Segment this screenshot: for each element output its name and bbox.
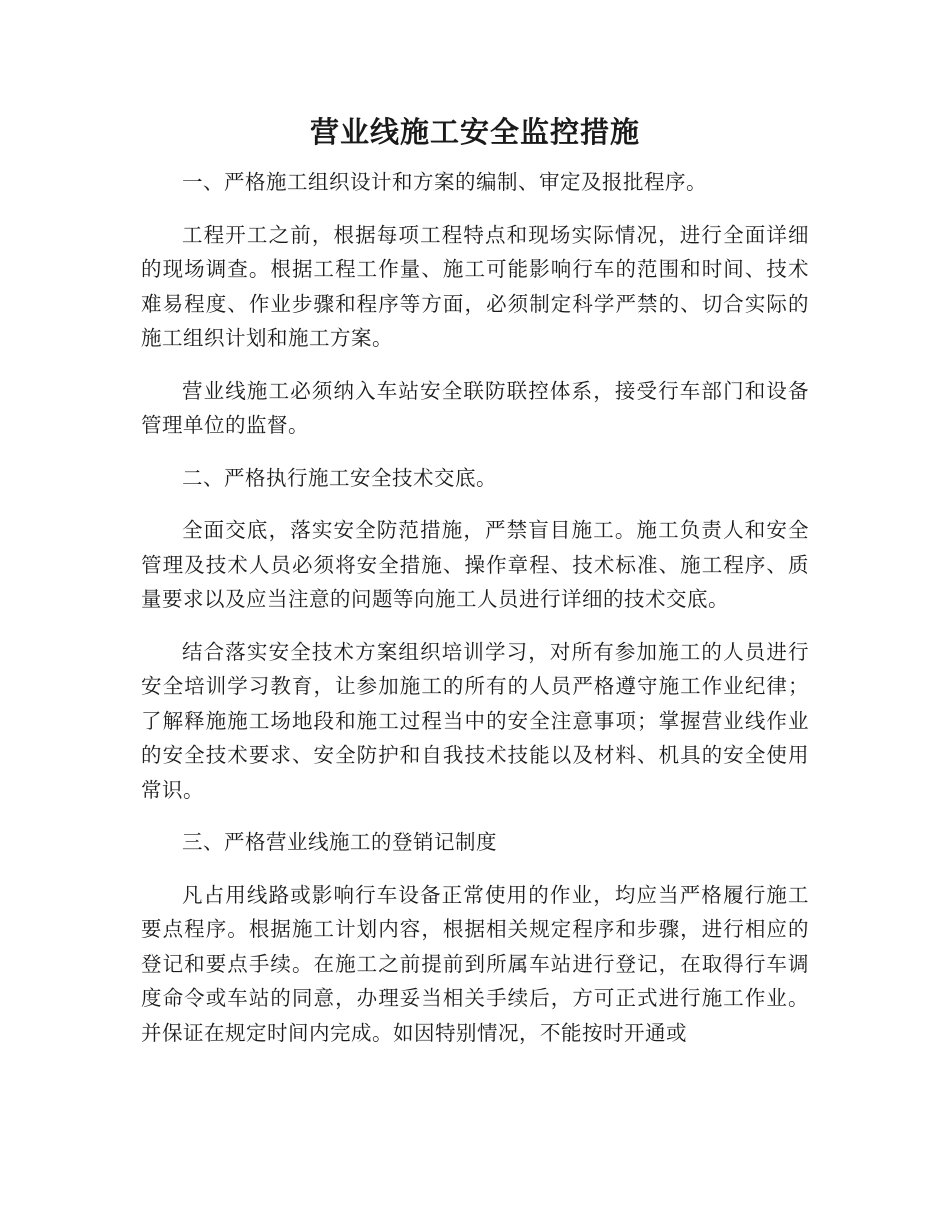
- document-body: [141, 165, 809, 1050]
- section-heading-2: 二、严格执行施工安全技术交底。: [182, 465, 497, 490]
- paragraph-5: 凡占用线路或影响行车设备正常使用的作业，均应当严格履行施工要点程序。根据施工计划内容，根据相关规定程序和步骤，进行相应的登记和要点手续。在施工之前提前到所属车站进行登记，在取得行车调度命令或车站的同意，办理妥当相关手续后，方可正式进行施工作业。并保证在规定时间内完成。如因特别情况，不能按时开通或: [141, 882, 809, 1045]
- paragraph-1: 工程开工之前，根据每项工程特点和现场实际情况，进行全面详细的现场调查。根据工程工作量、施工可能影响行车的范围和时间、技术难易程度、作业步骤和程序等方面，必须制定科学严禁的、切合实际的施工组织计划和施工方案。: [141, 222, 809, 350]
- paragraph-2: 营业线施工必须纳入车站安全联防联控体系，接受行车部门和设备管理单位的监督。: [141, 378, 809, 437]
- document-title: 营业线施工安全监控措施: [309, 115, 640, 149]
- paragraph-4: 结合落实安全技术方案组织培训学习，对所有参加施工的人员进行安全培训学习教育，让参加施工的所有的人员严格遵守施工作业纪律；了解释施施工场地段和施工过程当中的安全注意事项；掌握营业线作业的安全技术要求、安全防护和自我技术技能以及材料、机具的安全使用常识。: [141, 639, 809, 802]
- section-heading-3: 三、严格营业线施工的登销记制度: [182, 830, 497, 854]
- paragraph-3: 全面交底，落实安全防范措施，严禁盲目施工。施工负责人和安全管理及技术人员必须将安全措施、操作章程、技术标准、施工程序、质量要求以及应当注意的问题等向施工人员进行详细的技术交底。: [141, 518, 809, 611]
- section-heading-1: 一、严格施工组织设计和方案的编制、审定及报批程序。: [182, 170, 707, 194]
